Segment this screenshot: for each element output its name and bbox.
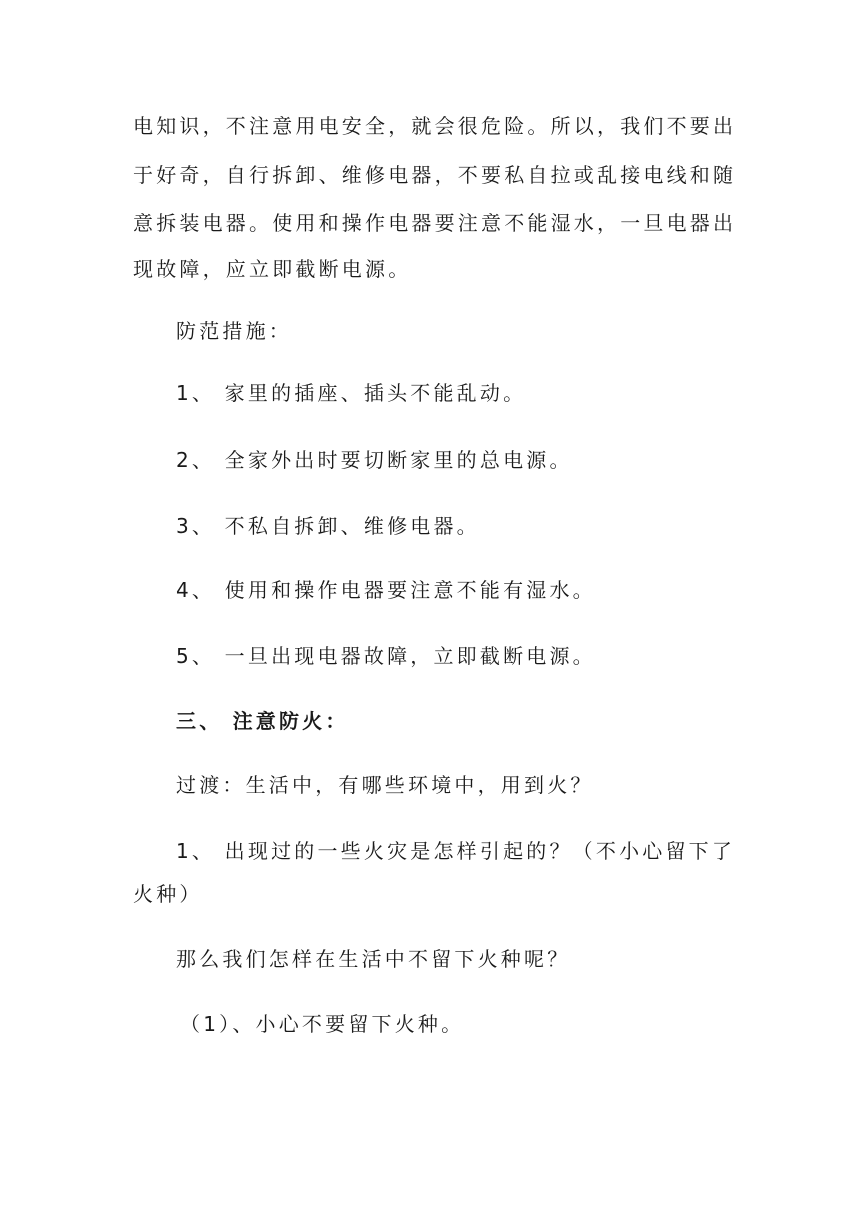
paragraph-line: 意拆装电器。使用和操作电器要注意不能湿水，一旦电器出 — [133, 211, 737, 235]
measure-item: 5、 一旦出现电器故障，立即截断电源。 — [176, 644, 596, 668]
paragraph-line: 现故障，应立即截断电源。 — [133, 257, 412, 281]
measure-item: 2、 全家外出时要切断家里的总电源。 — [176, 448, 573, 472]
measure-item: 3、 不私自拆卸、维修电器。 — [176, 514, 480, 538]
transition-text: 过渡：生活中，有哪些环境中，用到火？ — [176, 773, 594, 797]
measures-heading: 防范措施： — [176, 319, 292, 343]
question-line: 1、 出现过的一些火灾是怎样引起的？（不小心留下了 — [176, 839, 736, 863]
question-text: 那么我们怎样在生活中不留下火种呢？ — [176, 947, 571, 971]
measure-item: 4、 使用和操作电器要注意不能有湿水。 — [176, 578, 596, 602]
paragraph-line: 于好奇，自行拆卸、维修电器，不要私自拉或乱接电线和随 — [133, 163, 737, 187]
answer-item: （1）、小心不要留下火种。 — [180, 1012, 465, 1036]
question-line: 火种） — [133, 882, 203, 906]
section-heading: 三、 注意防火： — [176, 709, 349, 733]
measure-item: 1、 家里的插座、插头不能乱动。 — [176, 381, 527, 405]
paragraph-line: 电知识，不注意用电安全，就会很危险。所以，我们不要出 — [133, 114, 737, 138]
